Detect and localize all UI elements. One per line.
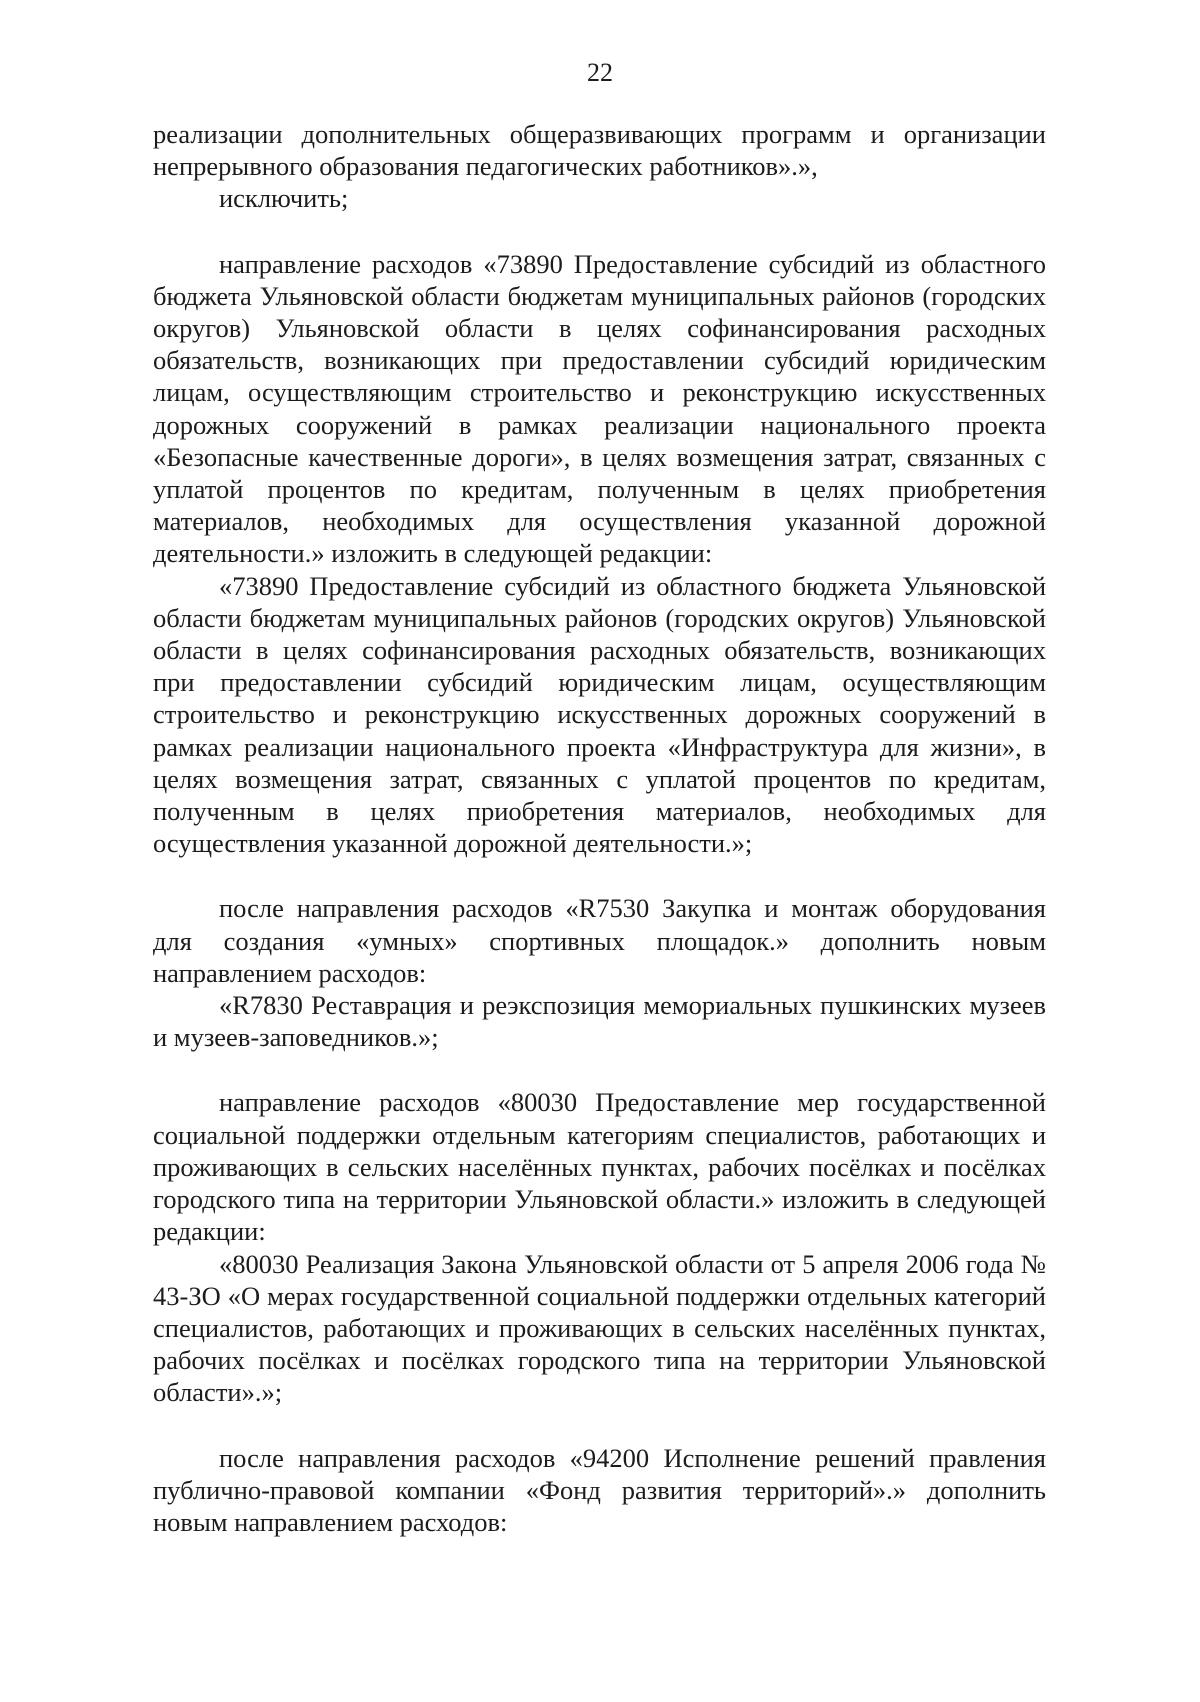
page-number: 22 [587,58,613,87]
paragraph-gap [153,215,1046,248]
paragraph-gap [153,859,1046,892]
paragraph-r7830: «R7830 Реставрация и реэкспозиция мемориальных пушкинских музеев и музеев-заповедников.»; [153,990,1046,1053]
paragraph-gap [153,1053,1046,1086]
paragraph-80030-new: «80030 Реализация Закона Ульяновской области от 5 апреля 2006 года № 43-ЗО «О мерах государственной социальной поддержки отдельных категорий специалистов, работающих и проживающих в сельских населённых пунктах, рабочих посёлках и посёлках городского типа на территории Ульяновской области».»; [153,1248,1046,1408]
paragraph-gap [153,1409,1046,1442]
paragraph-80030-old: направление расходов «80030 Предоставление мер государственной социальной поддержки отдельным категориям специалистов, работающих и проживающих в сельских населённых пунктах, рабочих посёлках и посёлках городского типа на территории Ульяновской области.» изложить в следующей редакции: [153,1087,1046,1247]
paragraph-exclude: исключить; [219,183,349,214]
paragraph-continuation: реализации дополнительных общеразвивающих программ и организации непрерывного образования педагогических работников».», [153,119,1046,182]
paragraph-73890-old: направление расходов «73890 Предоставление субсидий из областного бюджета Ульяновской области бюджетам муниципальных районов (городских округов) Ульяновской области в целях софинансирования расходных обязательств, возникающих при предоставлении субсидий юридическим лицам, осуществляющим строительство и реконструкцию искусственных дорожных сооружений в рамках реализации национального проекта «Безопасные качественные дороги», в целях возмещения затрат, связанных с уплатой процентов по кредитам, полученным в целях приобретения материалов, необходимых для осуществления указанной дорожной деятельности.» изложить в следующей редакции: [153,248,1046,569]
document-body [153,118,1046,1538]
paragraph-r7530: после направления расходов «R7530 Закупка и монтаж оборудования для создания «умных» спортивных площадок.» дополнить новым направлением расходов: [153,893,1046,988]
paragraph-73890-new: «73890 Предоставление субсидий из областного бюджета Ульяновской области бюджетам муниципальных районов (городских округов) Ульяновской области в целях софинансирования расходных обязательств, возникающих при предоставлении субсидий юридическим лицам, осуществляющим строительство и реконструкцию искусственных дорожных сооружений в рамках реализации национального проекта «Инфраструктура для жизни», в целях возмещения затрат, связанных с уплатой процентов по кредитам, полученным в целях приобретения материалов, необходимых для осуществления указанной дорожной деятельности.»; [153,570,1046,859]
paragraph-94200: после направления расходов «94200 Исполнение решений правления публично-правовой компании «Фонд развития территорий».» дополнить новым направлением расходов: [153,1442,1046,1537]
